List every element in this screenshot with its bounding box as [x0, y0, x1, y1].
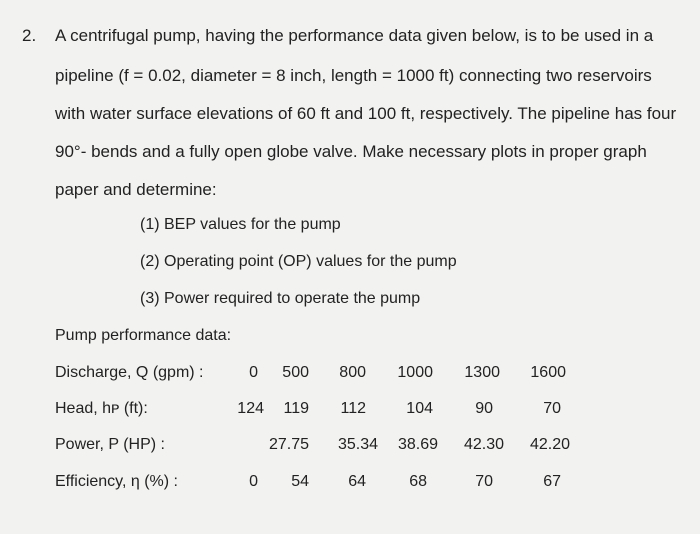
row-label-efficiency: Efficiency, η (%) : — [55, 473, 178, 490]
table-cell: 1000 — [397, 364, 433, 381]
problem-line-2: pipeline (f = 0.02, diameter = 8 inch, length = 1000 ft) connecting two reservoirs — [55, 66, 652, 85]
row-label-power: Power, P (HP) : — [55, 436, 165, 453]
problem-line-4: 90°- bends and a fully open globe valve. Make necessary plots in proper graph — [55, 142, 647, 161]
table-cell: 42.30 — [463, 436, 504, 453]
table-cell: 27.75 — [268, 436, 309, 453]
table-cell: 800 — [339, 364, 366, 381]
task-item-3: (3) Power required to operate the pump — [140, 290, 421, 307]
table-cell: 0 — [249, 364, 258, 381]
row-label-discharge: Discharge, Q (gpm) : — [55, 364, 204, 381]
table-cell: 38.69 — [397, 436, 438, 453]
table-cell: 1600 — [530, 364, 566, 381]
table-cell: 124 — [237, 400, 264, 417]
table-heading: Pump performance data: — [55, 327, 232, 344]
table-cell: 0 — [249, 473, 258, 490]
table-cell: 119 — [283, 400, 309, 417]
problem-line-5: paper and determine: — [55, 180, 217, 199]
table-cell: 68 — [409, 473, 427, 490]
table-cell: 70 — [543, 400, 561, 417]
table-cell: 35.34 — [337, 436, 378, 453]
task-item-1: (1) BEP values for the pump — [140, 216, 341, 233]
table-cell: 64 — [348, 473, 366, 490]
table-cell: 54 — [291, 473, 309, 490]
problem-line-3: with water surface elevations of 60 ft and 100 ft, respectively. The pipeline has four — [55, 104, 677, 123]
table-cell: 67 — [543, 473, 561, 490]
row-label-head: Head, hᴘ (ft): — [55, 400, 148, 417]
table-cell: 42.20 — [529, 436, 570, 453]
table-cell: 112 — [340, 400, 366, 417]
table-cell: 70 — [475, 473, 493, 490]
table-cell: 500 — [282, 364, 309, 381]
table-cell: 104 — [406, 400, 433, 417]
task-item-2: (2) Operating point (OP) values for the pump — [140, 253, 457, 270]
problem-number: 2. — [22, 26, 37, 45]
table-cell: 1300 — [464, 364, 500, 381]
problem-line-1: A centrifugal pump, having the performance data given below, is to be used in a — [55, 26, 654, 45]
table-cell: 90 — [475, 400, 493, 417]
